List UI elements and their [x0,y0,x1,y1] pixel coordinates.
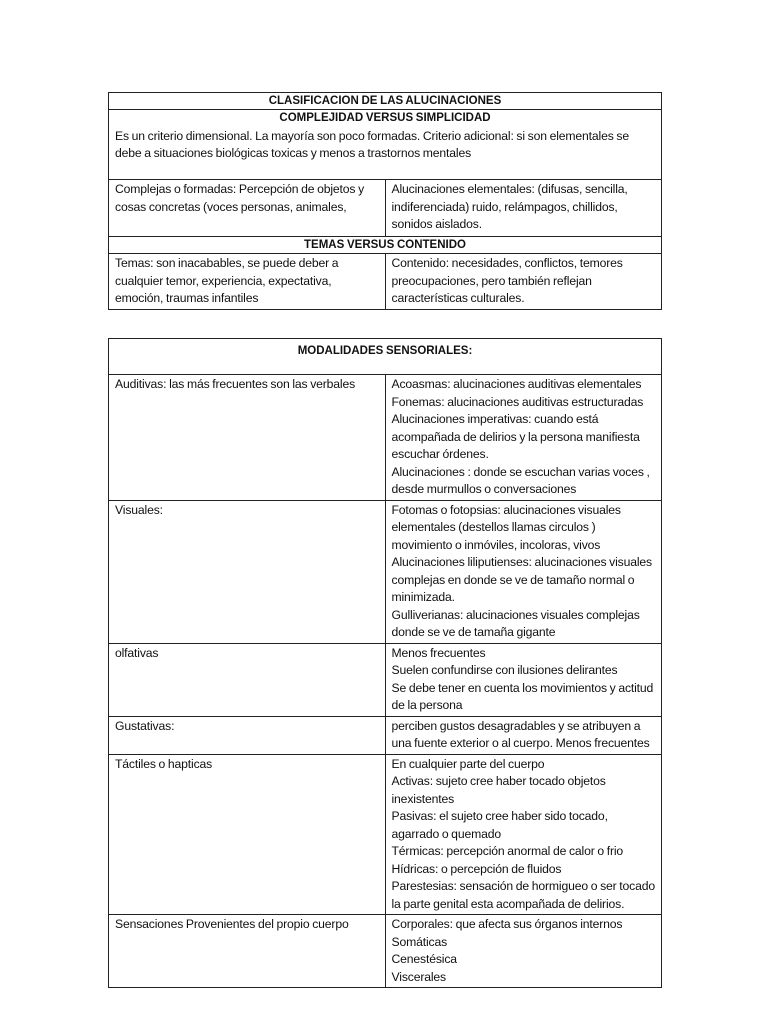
modality-label-auditivas: Auditivas: las más frecuentes son las verbales [109,375,386,501]
modality-content-gustativas: perciben gustos desagradables y se atribuyen a una fuente exterior o al cuerpo. Menos frecuentes [385,716,662,754]
modality-label-tactiles: Táctiles o hapticas [109,754,386,915]
modality-content-olfativas: Menos frecuentes Suelen confundirse con ilusiones delirantes Se debe tener en cuenta los movimientos y actitud de la persona [385,643,662,716]
modality-content-auditivas: Acoasmas: alucinaciones auditivas elementales Fonemas: alucinaciones auditivas estructuradas Alucinaciones imperativas: cuando está acompañada de delirios y la persona manifiesta escuchar órdenes. Alucinaciones : donde se escuchan varias voces , desde murmullos o conversaciones [385,375,662,501]
section-header-complejidad: COMPLEJIDAD VERSUS SIMPLICIDAD [109,110,662,127]
modality-content-visuales: Fotomas o fotopsias: alucinaciones visuales elementales (destellos llamas circulos ) movimiento o inmóviles, incoloras, vivos Alucinaciones liliputienses: alucinaciones visuales complejas en donde se ve de tamaño normal o minimizada. Gulliverianas: alucinaciones visuales complejas donde se ve de tamaña gigante [385,500,662,643]
complejidad-description: Es un criterio dimensional. La mayoría son poco formadas. Criterio adicional: si son elementales se debe a situaciones biológicas toxicas y menos a trastornos mentales [109,127,662,180]
sensory-modalities-table [108,338,662,988]
modality-content-corporales: Corporales: que afecta sus órganos internos Somáticas Cenestésica Viscerales [385,915,662,988]
table-title: MODALIDADES SENSORIALES: [109,339,662,375]
modality-content-tactiles: En cualquier parte del cuerpo Activas: sujeto cree haber tocado objetos inexistentes Pasivas: el sujeto cree haber sido tocado, agarrado o quemado Térmicas: percepción anormal de calor o frio Hídricas: o percepción de fluidos Parestesias: sensación de hormigueo o ser tocado la parte genital esta acompañada de delirios. [385,754,662,915]
classification-table [108,92,662,310]
contenido-cell: Contenido: necesidades, conflictos, temores preocupaciones, pero también reflejan características culturales. [385,254,662,310]
complejas-cell: Complejas o formadas: Percepción de objetos y cosas concretas (voces personas, animales, [109,180,386,237]
elementales-cell: Alucinaciones elementales: (difusas, sencilla, indiferenciada) ruido, relámpagos, chillidos, sonidos aislados. [385,180,662,237]
modality-label-corporales: Sensaciones Provenientes del propio cuerpo [109,915,386,988]
temas-cell: Temas: son inacabables, se puede deber a cualquier temor, experiencia, expectativa, emoción, traumas infantiles [109,254,386,310]
table-title: CLASIFICACION DE LAS ALUCINACIONES [109,93,662,110]
modality-label-olfativas: olfativas [109,643,386,716]
modality-label-gustativas: Gustativas: [109,716,386,754]
section-header-temas: TEMAS VERSUS CONTENIDO [109,237,662,254]
modality-label-visuales: Visuales: [109,500,386,643]
